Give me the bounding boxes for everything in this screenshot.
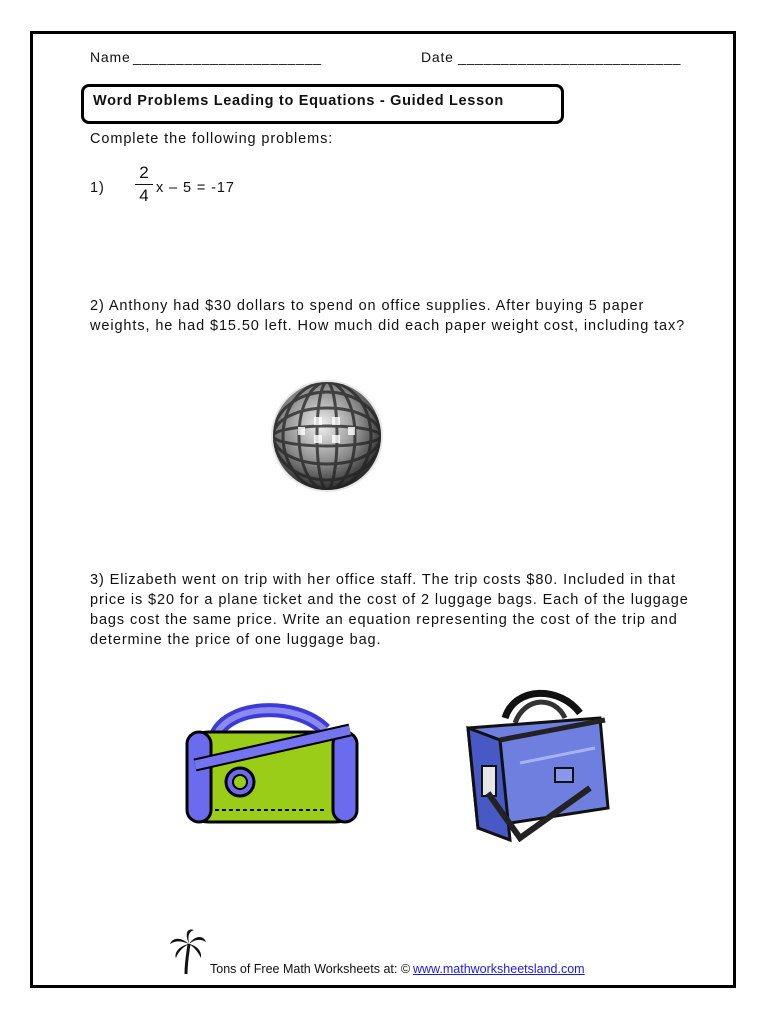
blue-luggage-bag-icon	[460, 688, 615, 848]
date-blank[interactable]: __________________________	[458, 49, 682, 65]
footer-text: Tons of Free Math Worksheets at: ©	[210, 962, 411, 976]
problem-1-number: 1)	[90, 180, 105, 196]
paperweight-disco-ball-icon	[268, 377, 386, 495]
problem-3-text: 3) Elizabeth went on trip with her office staff. The trip costs $80. Included in that price is $20 for a plane ticket and the cost of 2 luggage bags. Each of the luggage bags cost the same price. Write an equation representing the cost of the trip and determine the price of one luggage bag.	[90, 572, 689, 648]
name-label: Name	[90, 49, 131, 65]
fraction-denominator: 4	[139, 186, 149, 205]
worksheet-title: Word Problems Leading to Equations - Guided Lesson	[93, 93, 504, 109]
green-luggage-bag-icon	[175, 700, 365, 832]
footer-link[interactable]: www.mathworksheetsland.com	[413, 962, 585, 976]
problem-2-text: 2) Anthony had $30 dollars to spend on office supplies. After buying 5 paper weights, he had $15.50 left. How much did each paper weight cost, including tax?	[90, 298, 686, 334]
instructions: Complete the following problems:	[90, 131, 334, 147]
date-label: Date	[421, 49, 454, 65]
palm-tree-icon	[168, 928, 208, 976]
problem-1-equation: x – 5 = -17	[156, 180, 235, 196]
name-blank[interactable]: ______________________	[133, 49, 322, 65]
fraction-numerator: 2	[139, 163, 149, 182]
fraction-bar	[135, 184, 153, 185]
fraction	[135, 163, 153, 206]
